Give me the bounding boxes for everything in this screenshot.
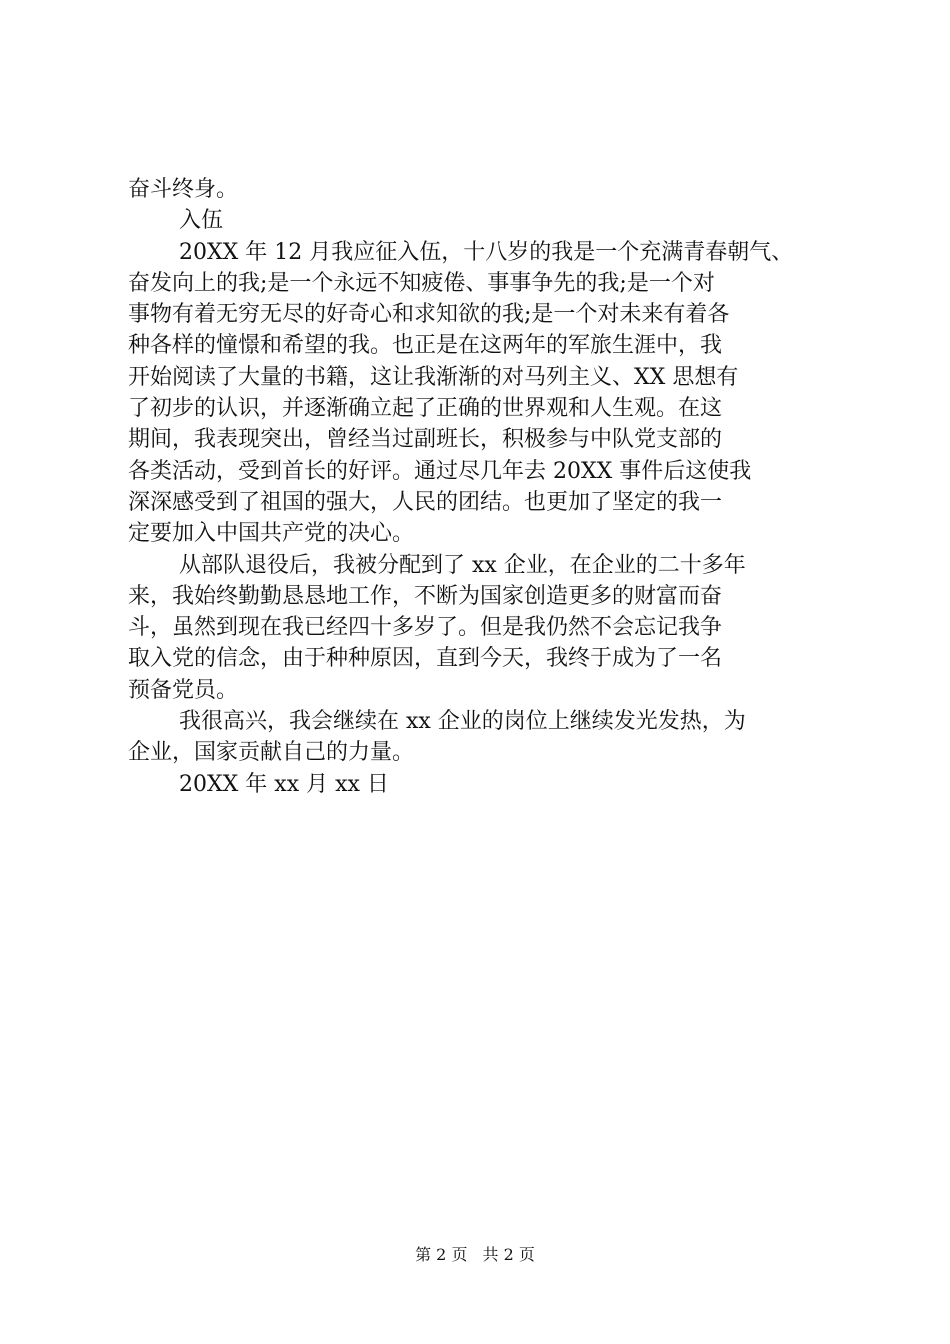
text-line: 开始阅读了大量的书籍，这让我渐渐的对马列主义、XX 思想有 [128, 364, 739, 390]
text-line: 从部队退役后，我被分配到了 xx 企业，在企业的二十多年 [179, 552, 746, 578]
text-line: 了初步的认识，并逐渐确立起了正确的世界观和人生观。在这 [128, 396, 723, 422]
text-line: 定要加入中国共产党的决心。 [128, 521, 415, 547]
text-line: 深深感受到了祖国的强大，人民的团结。也更加了坚定的我一 [128, 489, 723, 515]
text-line: 期间，我表现突出，曾经当过副班长，积极参与中队党支部的 [128, 427, 723, 453]
document-body [128, 174, 838, 800]
text-line: 企业，国家贡献自己的力量。 [128, 740, 415, 766]
text-line: 20XX 年 12 月我应征入伍，十八岁的我是一个充满青春朝气、 [179, 239, 794, 265]
text-line: 种各样的憧憬和希望的我。也正是在这两年的军旅生涯中，我 [128, 333, 723, 359]
page-total: 共 2 页 [482, 1245, 535, 1264]
text-line: 事物有着无穷无尽的好奇心和求知欲的我;是一个对未来有着各 [128, 302, 730, 328]
text-line: 我很高兴，我会继续在 xx 企业的岗位上继续发光发热，为 [179, 709, 746, 735]
page-footer [0, 1244, 950, 1266]
text-line: 20XX 年 xx 月 xx 日 [179, 771, 389, 797]
page-number: 第 2 页 [415, 1245, 468, 1264]
text-line: 取入党的信念，由于种种原因，直到今天，我终于成为了一名 [128, 646, 723, 672]
text-line: 奋斗终身。 [128, 177, 239, 202]
text-line: 奋发向上的我;是一个永远不知疲倦、事事争先的我;是一个对 [128, 270, 715, 296]
text-line: 各类活动，受到首长的好评。通过尽几年去 20XX 事件后这使我 [128, 458, 752, 484]
text-line: 入伍 [179, 208, 224, 234]
text-line: 来，我始终勤勤恳恳地工作，不断为国家创造更多的财富而奋 [128, 583, 723, 609]
text-line: 预备党员。 [128, 677, 239, 703]
text-line: 斗，虽然到现在我已经四十多岁了。但是我仍然不会忘记我争 [128, 615, 723, 641]
